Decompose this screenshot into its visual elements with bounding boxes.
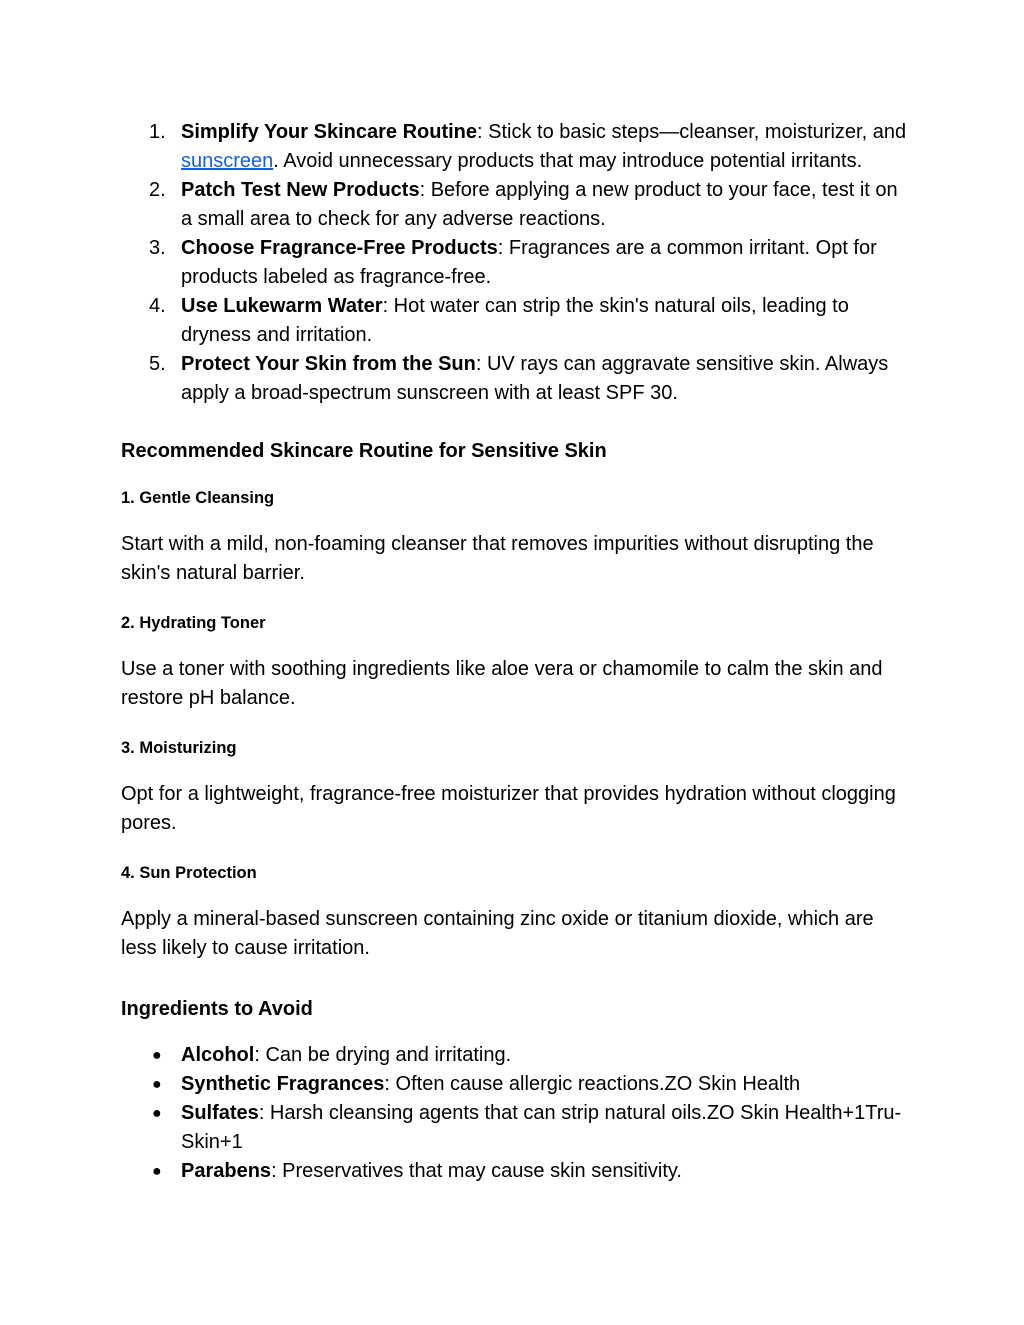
list-number: 3. [149,237,166,259]
avoid-item [121,1157,911,1186]
avoid-title: Alcohol [181,1044,255,1066]
bullet-icon: ● [152,1047,162,1064]
avoid-heading: Ingredients to Avoid [121,998,313,1020]
avoid-title: Sulfates [181,1102,259,1124]
tip-title: Protect Your Skin from the Sun [181,353,476,375]
avoid-item [121,1070,911,1099]
step-heading: 1. Gentle Cleansing [121,489,275,507]
tip-title: Choose Fragrance-Free Products [181,237,498,259]
tips-list [121,118,911,408]
sunscreen-link[interactable]: sunscreen [181,150,274,172]
list-number: 2. [149,179,166,201]
avoid-title: Synthetic Fragrances [181,1073,385,1095]
tip-item [121,234,911,292]
avoid-text: : Often cause allergic reactions.ZO Skin Health [384,1073,801,1095]
avoid-title: Parabens [181,1160,272,1182]
tip-title: Simplify Your Skincare Routine [181,121,477,143]
tip-item [121,350,911,408]
tip-text: : Fragrances are a common irritant. Opt for products labeled as fragrance-free. [181,237,877,288]
tip-title: Use Lukewarm Water [181,295,383,317]
bullet-icon: ● [152,1105,162,1122]
tip-item [121,292,911,350]
step-heading: 3. Moisturizing [121,739,237,757]
tip-text: : Hot water can strip the skin's natural oils, leading to dryness and irritation. [181,295,849,346]
bullet-icon: ● [152,1163,162,1180]
tip-item [121,118,911,176]
avoid-list [121,1041,911,1186]
tip-text: : Stick to basic steps—cleanser, moisturizer, and [477,121,907,143]
tip-item [121,176,911,234]
avoid-text: : Can be drying and irritating. [254,1044,512,1066]
avoid-item [121,1099,911,1157]
list-number: 1. [149,121,166,143]
tip-text: . Avoid unnecessary products that may introduce potential irritants. [273,150,863,172]
tip-text: : Before applying a new product to your face, test it on a small area to check for any adverse reactions. [181,179,898,230]
step-paragraph: Start with a mild, non-foaming cleanser that removes impurities without disrupting the skin's natural barrier. [121,533,874,584]
avoid-item [121,1041,911,1070]
tip-title: Patch Test New Products [181,179,420,201]
list-number: 4. [149,295,166,317]
document-page [121,118,911,1186]
list-number: 5. [149,353,166,375]
tip-text: : UV rays can aggravate sensitive skin. Always apply a broad-spectrum sunscreen with at least SPF 30. [181,353,889,404]
step-paragraph: Apply a mineral-based sunscreen containing zinc oxide or titanium dioxide, which are less likely to cause irritation. [121,908,874,959]
step-heading: 4. Sun Protection [121,864,257,882]
step-paragraph: Opt for a lightweight, fragrance-free moisturizer that provides hydration without clogging pores. [121,783,896,834]
avoid-text: : Harsh cleansing agents that can strip natural oils.ZO Skin Health+1Tru-Skin+1 [181,1102,902,1153]
step-paragraph: Use a toner with soothing ingredients like aloe vera or chamomile to calm the skin and restore pH balance. [121,658,883,709]
avoid-text: : Preservatives that may cause skin sensitivity. [271,1160,682,1182]
bullet-icon: ● [152,1076,162,1093]
step-heading: 2. Hydrating Toner [121,614,266,632]
routine-heading: Recommended Skincare Routine for Sensitive Skin [121,440,607,462]
